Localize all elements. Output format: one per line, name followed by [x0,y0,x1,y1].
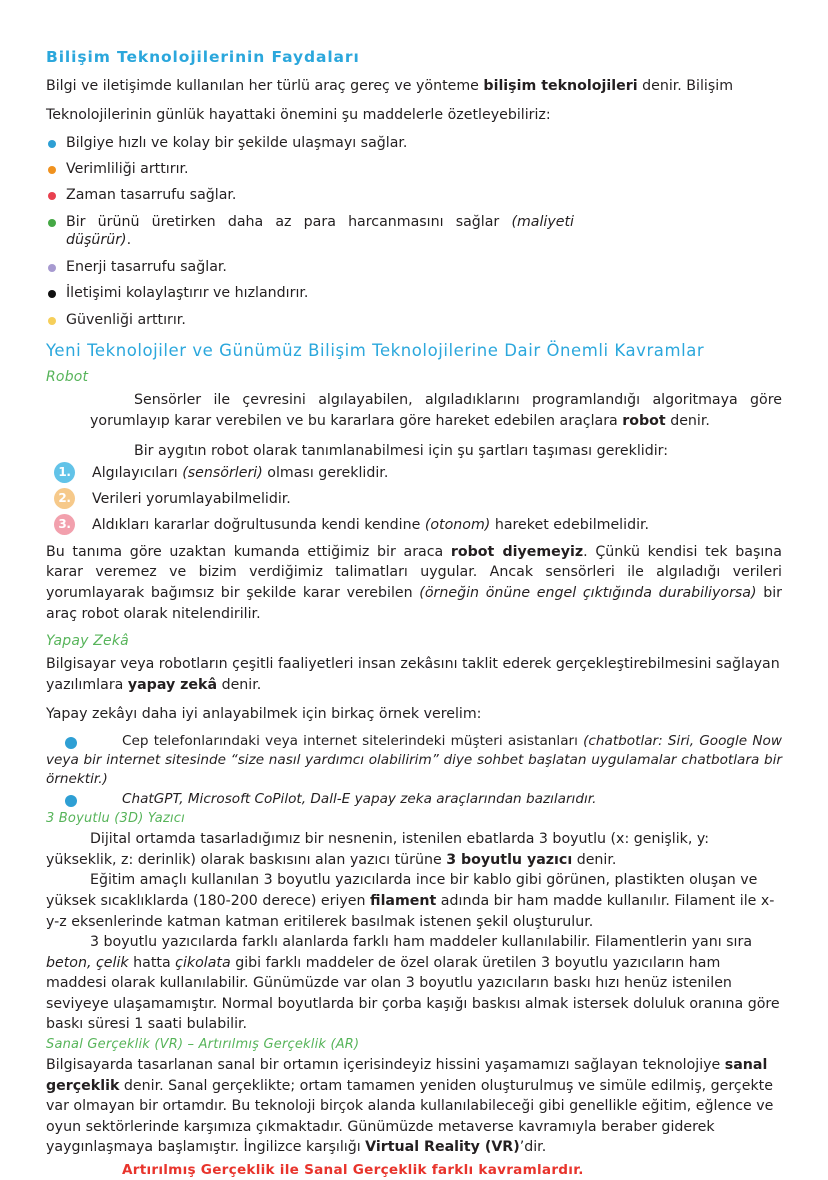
list-item-tail: olması gereklidir. [262,464,389,481]
ai-def-bold-term: yapay zekâ [127,676,218,693]
intro-text-before: Bilgi ve iletişimde kullanılan her türlü araç gereç ve yönteme [46,78,484,95]
ai-examples-list [46,732,782,809]
printer-paragraph-1 [46,829,782,870]
subheading-vr-ar: Sanal Gerçeklik (VR) – Artırılmış Gerçeklik (AR) [46,1037,360,1053]
list-item-label: Bir ürünü üretirken daha az para harcanmasını sağlar [66,213,512,230]
robot-def-text-a: Sensörler ile çevresini algılayabilen, algıladıklarını programlandığı algoritmaya göre yorumlayıp karar verebilen ve bu kararlara göre hareket edebilen araçlara [90,392,782,429]
printer-paragraph-3 [46,932,782,1035]
list-item-tail: . [126,232,132,249]
list-item [46,134,782,152]
robot-closing-a: Bu tanıma göre uzaktan kumanda ettiğimiz bir araca [46,543,451,560]
robot-closing-b: . Çünkü kendisi tek başına karar veremez ve bizim verdiğimiz talimatları uygular. Ancak sensörleri ile algıladığı verileri yorumlayarak bağımsız bir şekilde karar verebilen [46,543,782,601]
robot-definition-paragraph [90,390,782,431]
list-item-label: İletişimi kolaylaştırır ve hızlandırır. [66,285,309,302]
list-item [46,732,782,789]
list-item [46,258,782,276]
list-item-label: Algılayıcıları [92,464,183,481]
bullet-dot-icon [48,290,56,298]
subheading-3d-printer: 3 Boyutlu (3D) Yazıcı [46,811,185,827]
vr-ar-warning-note: Artırılmış Gerçeklik ile Sanal Gerçeklik farklı kavramlardır. [122,1161,584,1178]
robot-conditions-list [46,464,782,536]
vr-paragraph [46,1055,782,1158]
ai-examples-intro: Yapay zekâyı daha iyi anlayabilmek için birkaç örnek verelim: [46,705,482,722]
number-badge-2: 2. [54,488,75,509]
number-badge-3: 3. [54,514,75,535]
list-item-label: Güvenliği arttırır. [66,311,186,328]
printer-p3-italic-2: çikolata [175,954,231,971]
ai-def-b: denir. [217,676,262,693]
number-badge-1: 1. [54,462,75,483]
bullet-dot-icon [48,219,56,227]
list-item-label: Zaman tasarrufu sağlar. [66,187,237,204]
robot-closing-c: bir araç robot olarak nitelendirilir. [46,584,782,622]
bullet-dot-icon [48,264,56,272]
list-item-label: Aldıkları kararlar doğrultusunda kendi kendine [92,516,425,533]
vr-text-b: denir. Sanal gerçeklikte; ortam tamamen yeniden oluşturulmuş ve simüle edilmiş, gerçekte var olmayan bir ortamdır. Bu teknoloji birçok alanda kullanılabileceği gibi genellikle eğitim, eğlence ve oyun sektörlerinde karşımıza çıkmaktadır. Günümüzde metaverse kavramıyla beraber giderek yaygınlaşmaya başlamıştır. İngilizce karşılığı [46,1077,774,1156]
bullet-dot-icon [48,166,56,174]
printer-p2-a: Eğitim amaçlı kullanılan 3 boyutlu yazıcılarda ince bir kablo gibi görünen, plastikten oluşan ve yüksek sıcaklıklarda (180-200 derece) eriyen [46,872,758,909]
printer-p1-a: Dijital ortamda tasarladığımız bir nesnenin, istenilen ebatlarda 3 boyutlu (x: genişlik, y: yükseklik, z: derinlik) olarak baskısını alan yazıcı türüne [46,831,710,868]
list-item-note: (chatbotlar: Siri, Google Now veya bir internet sitesinde “size nasıl yardımcı olabilirim” diye sohbet başlatan uygulamalar chatbotlara bir örnektir.) [46,733,782,788]
list-item [46,284,782,302]
list-item [46,490,782,510]
intro-paragraph [46,76,782,97]
ai-definition-paragraph [46,654,782,695]
list-item-note: (maliyeti düşürür) [66,213,574,249]
list-item [46,213,782,250]
robot-closing-italic: (örneğin önüne engel çıktığında durabiliyorsa) [419,584,757,601]
printer-p3-b: gibi farklı maddeler de özel olarak üretilen 3 boyutlu yazıcıların ham maddesi olarak kullanılabilir. Günümüzde var olan 3 boyutlu yazıcıların baskı hızı henüz istenilen seviyeye ulaşamamıştır. Normal boyutlarda bir çorba kaşığı baskısı almak istersek doluluk oranına göre baskı süresi 1 saati bulabilir. [46,954,780,1033]
list-item [46,790,782,809]
bullet-dot-icon [48,192,56,200]
list-item [46,516,782,536]
list-item-label: Enerji tasarrufu sağlar. [66,258,227,275]
vr-text-a: Bilgisayarda tasarlanan sanal bir ortamın içerisindeyiz hissini yaşamamızı sağlayan teknolojiye [46,1056,725,1073]
list-item-content [46,732,782,789]
printer-p3-a: 3 boyutlu yazıcılarda farklı alanlarda farklı ham maddeler kullanılabilir. Filamentlerin yanı sıra [90,934,753,951]
list-item-label: Verileri yorumlayabilmelidir. [92,490,291,507]
list-item [46,160,782,178]
intro-paragraph-line2: Teknolojilerinin günlük hayattaki önemini şu maddelerle özetleyebiliriz: [46,106,551,123]
list-item [46,464,782,484]
section-title-benefits: Bilişim Teknolojilerinin Faydaları [46,48,360,66]
printer-p2-b: adında bir ham madde kullanılır. Filament ile x-y-z eksenlerinde katman katman eritilerek basılmak istenen şekil oluşturulur. [46,892,775,930]
vr-bold-term-1: sanal gerçeklik [46,1056,768,1094]
section-title-new-technologies: Yeni Teknolojiler ve Günümüz Bilişim Teknolojilerine Dair Önemli Kavramlar [46,341,705,361]
printer-p3-italic-1: beton, çelik [46,954,129,971]
list-item-note: (sensörleri) [182,464,263,481]
list-item-label: Bilgiye hızlı ve kolay bir şekilde ulaşmayı sağlar. [66,134,408,151]
robot-closing-bold: robot diyemeyiz [450,543,584,560]
intro-bold-term: bilişim teknolojileri [483,78,638,95]
list-item [46,186,782,204]
robot-conditions-intro: Bir aygıtın robot olarak tanımlanabilmesi için şu şartları taşıması gereklidir: [134,443,669,460]
ai-def-a: Bilgisayar veya robotların çeşitli faaliyetleri insan zekâsını taklit ederek gerçekleştirebilmesini sağlayan yazılımlara [46,656,780,693]
robot-closing-paragraph [46,542,782,624]
robot-def-text-b: denir. [665,412,710,429]
list-item-content [46,790,782,809]
robot-def-bold-term: robot [622,412,666,429]
list-item-label: Cep telefonlarındaki veya internet sitelerindeki müşteri asistanları [122,733,584,750]
list-item-note: ChatGPT, Microsoft CoPilot, Dall-E yapay zeka araçlarından bazılarıdır. [122,791,597,808]
vr-bold-term-2: Virtual Reality (VR) [365,1139,520,1156]
bullet-dot-icon [48,317,56,325]
list-item-tail: hareket edebilmelidir. [490,516,650,533]
list-item-label: Verimliliği arttırır. [66,161,189,178]
printer-paragraph-2 [46,870,782,932]
vr-text-c: ’dir. [519,1139,547,1156]
subheading-artificial-intelligence: Yapay Zekâ [46,633,129,650]
printer-p1-b: denir. [572,851,617,868]
bullet-dot-icon [48,140,56,148]
printer-p3-mid: hatta [128,954,176,971]
list-item-note: (otonom) [424,516,491,533]
benefits-list [46,134,782,330]
intro-text-after: denir. Bilişim [637,78,734,95]
list-item [46,311,782,329]
printer-p2-bold: filament [370,892,437,909]
printer-p1-bold: 3 boyutlu yazıcı [446,851,573,868]
subheading-robot: Robot [46,368,89,385]
